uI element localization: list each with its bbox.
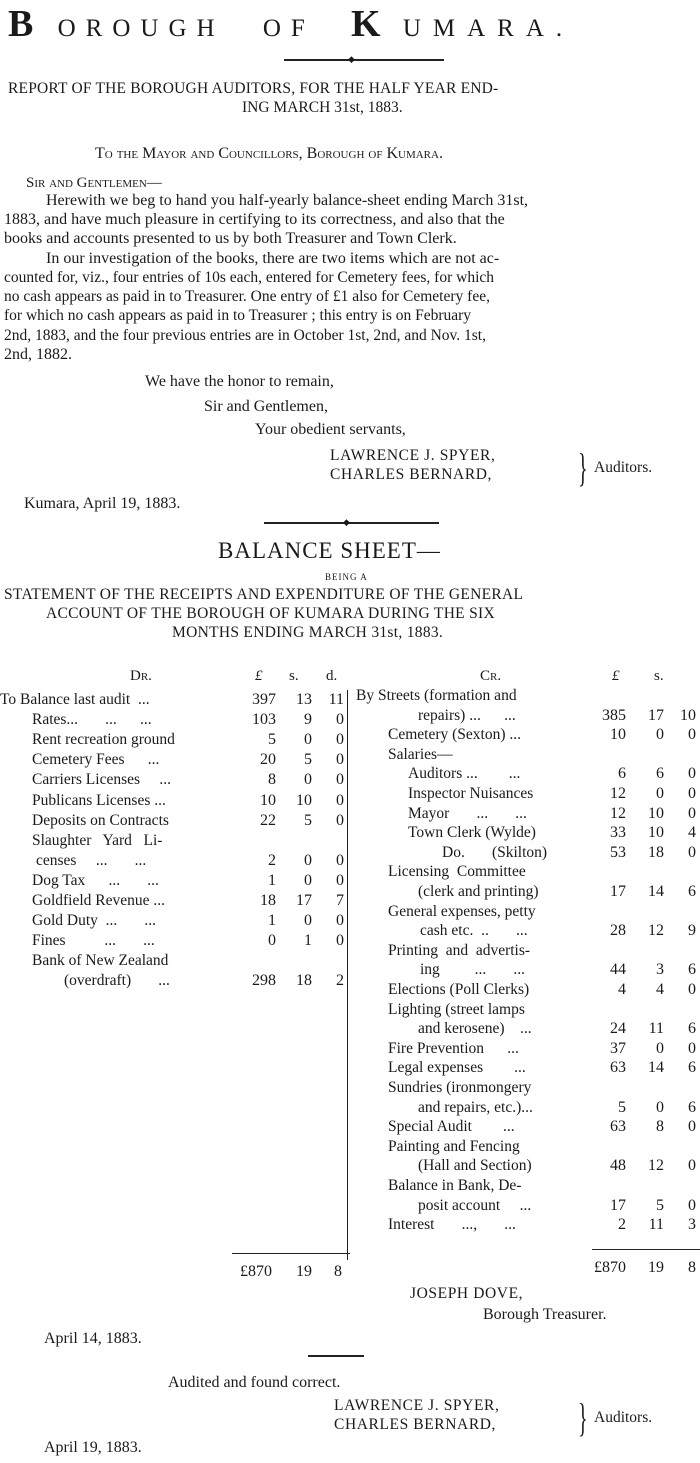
cr-pence: 0 xyxy=(688,1196,696,1214)
cr-pounds: 24 xyxy=(610,1020,626,1038)
dr-pence: 0 xyxy=(336,871,344,889)
addressee: To the Mayor and Councillors, Borough of Kumara. xyxy=(95,145,443,162)
cr-pounds: 17 xyxy=(610,883,626,900)
auditor-signer-2: CHARLES BERNARD, xyxy=(330,466,493,483)
dr-total-shillings: 19 xyxy=(296,1263,312,1280)
closing-line-2: Sir and Gentlemen, xyxy=(204,398,328,415)
cr-label: Elections (Poll Clerks) xyxy=(388,981,530,998)
cr-pounds: 10 xyxy=(610,726,626,744)
cr-pounds: 12 xyxy=(610,785,626,802)
cr-pounds: 2 xyxy=(618,1216,626,1234)
dr-total-rule xyxy=(232,1253,350,1254)
dr-label: Bank of New Zealand xyxy=(32,952,169,970)
cr-shillings: 5 xyxy=(656,1196,664,1214)
dr-shillings: 0 xyxy=(304,871,312,889)
dr-column-heading: Dr. xyxy=(130,668,152,684)
cr-label: Town Clerk (Wylde) xyxy=(408,824,536,842)
cr-total-pence: 8 xyxy=(688,1259,696,1276)
report-line-5: counted for, viz., four entries of 10s each, entered for Cemetery fees, for which xyxy=(4,269,495,286)
cr-pence: 6 xyxy=(688,1098,696,1116)
final-signer-1: LAWRENCE J. SPYER, xyxy=(334,1397,500,1414)
report-line-8: 2nd, 1883, and the four previous entries are in October 1st, 2nd, and Nov. 1st, xyxy=(4,327,486,344)
cr-label: repairs) ... ... xyxy=(418,706,516,724)
divider-rule xyxy=(264,522,439,524)
cr-label: By Streets (formation and xyxy=(356,687,517,704)
treasurer-date: April 14, 1883. xyxy=(44,1330,142,1347)
auditor-role: Auditors. xyxy=(594,459,653,476)
masthead xyxy=(8,2,574,46)
dr-shillings: 0 xyxy=(304,912,312,930)
cr-column-heading: Cr. xyxy=(480,668,502,684)
balance-title: BALANCE SHEET— xyxy=(218,538,441,563)
dr-shillings: 17 xyxy=(296,892,312,909)
dr-label: Rent recreation ground xyxy=(32,731,175,749)
report-place-date: Kumara, April 19, 1883. xyxy=(24,495,181,512)
cr-label: and kerosene) ... xyxy=(418,1020,532,1038)
cr-shillings: 0 xyxy=(656,1098,664,1116)
cr-label: Licensing Committee xyxy=(388,863,526,881)
cr-pence: 6 xyxy=(688,883,696,900)
dr-shillings: 5 xyxy=(304,811,312,829)
cr-label: (clerk and printing) xyxy=(418,883,539,900)
cr-label: Sundries (ironmongery xyxy=(388,1079,532,1096)
balance-sub-2: ACCOUNT OF THE BOROUGH OF KUMARA DURING THE SIX xyxy=(46,605,496,622)
dr-total-pence: 8 xyxy=(334,1263,342,1280)
dr-pence: 11 xyxy=(328,691,344,708)
report-line-4: In our investigation of the books, there are two items which are not ac- xyxy=(46,250,500,267)
cr-pence: 0 xyxy=(688,1118,696,1136)
final-auditor-role: Auditors. xyxy=(594,1409,653,1426)
cr-pence: 3 xyxy=(688,1216,696,1234)
dr-pence: 0 xyxy=(336,811,344,829)
cr-pence: 6 xyxy=(688,1020,696,1038)
divider-rule xyxy=(284,59,444,61)
cr-total-rule xyxy=(592,1249,700,1250)
cr-shillings: 12 xyxy=(648,922,664,940)
cr-pence: 0 xyxy=(688,843,696,861)
dr-pence: 0 xyxy=(336,711,344,729)
cr-shillings: 0 xyxy=(656,1039,664,1057)
cr-shillings: 14 xyxy=(648,883,664,900)
dr-pence-heading: d. xyxy=(326,668,338,684)
cr-shillings: 6 xyxy=(656,765,664,783)
cr-shilling-heading: s. xyxy=(654,668,664,684)
dr-shillings: 0 xyxy=(304,771,312,789)
balance-being: BEING A xyxy=(325,572,368,582)
dr-pence: 0 xyxy=(336,731,344,749)
cr-label: General expenses, petty xyxy=(388,902,536,920)
dr-shillings: 1 xyxy=(304,932,312,950)
dr-shillings: 13 xyxy=(296,691,312,708)
report-line-7: for which no cash appears as paid in to Treasurer ; this entry is on February xyxy=(4,307,472,324)
cr-label: (Hall and Section) xyxy=(418,1157,532,1175)
cr-pence: 10 xyxy=(680,706,696,724)
dr-label: Goldfield Revenue ... xyxy=(32,892,166,909)
brace-icon: } xyxy=(578,1395,588,1440)
closing-line-3: Your obedient servants, xyxy=(255,421,406,438)
dr-label: censes ... ... xyxy=(36,851,147,869)
dr-label: Cemetery Fees ... xyxy=(32,751,160,769)
dr-label: Carriers Licenses ... xyxy=(32,771,172,789)
treasurer-title: Borough Treasurer. xyxy=(483,1306,607,1323)
cr-pence: 0 xyxy=(688,981,696,998)
dr-pence: 0 xyxy=(336,791,344,809)
cr-total-pounds: £870 xyxy=(594,1259,626,1276)
audited-statement: Audited and found correct. xyxy=(168,1374,341,1391)
dr-pounds: 20 xyxy=(260,751,276,769)
dr-pounds: 10 xyxy=(260,791,276,809)
dr-label: Publicans Licenses ... xyxy=(32,791,166,809)
cr-pence: 0 xyxy=(688,804,696,822)
treasurer-name: JOSEPH DOVE, xyxy=(410,1285,524,1302)
cr-pounds: 17 xyxy=(610,1196,626,1214)
cr-pounds: 53 xyxy=(610,843,626,861)
cr-shillings: 0 xyxy=(656,726,664,744)
cr-pence: 0 xyxy=(688,765,696,783)
column-separator xyxy=(347,690,348,1260)
dr-shillings: 18 xyxy=(296,972,312,990)
dr-shillings: 10 xyxy=(296,791,312,809)
report-heading-line2: ING MARCH 31st, 1883. xyxy=(242,99,403,116)
dr-pence: 2 xyxy=(336,972,344,990)
dr-label: Gold Duty ... ... xyxy=(32,912,156,930)
balance-sub-1: STATEMENT OF THE RECEIPTS AND EXPENDITURE OF THE GENERAL xyxy=(4,586,524,603)
cr-total-shillings: 19 xyxy=(648,1259,664,1276)
cr-label: ing ... ... xyxy=(420,961,526,979)
cr-label: Lighting (street lamps xyxy=(388,1000,525,1018)
dr-pounds: 18 xyxy=(260,892,276,909)
cr-label: Legal expenses ... xyxy=(388,1059,526,1077)
report-line-6: no cash appears as paid in to Treasurer. One entry of £1 also for Cemetery fee, xyxy=(4,288,490,305)
dr-pence: 0 xyxy=(336,851,344,869)
dr-shillings: 9 xyxy=(304,711,312,729)
cr-pounds: 5 xyxy=(618,1098,626,1116)
dr-pence: 0 xyxy=(336,912,344,930)
dr-label: Dog Tax ... ... xyxy=(32,871,159,889)
dr-pence: 0 xyxy=(336,932,344,950)
cr-pence: 0 xyxy=(688,726,696,744)
dr-pounds: 5 xyxy=(268,731,276,749)
dr-shillings: 5 xyxy=(304,751,312,769)
cr-pounds: 6 xyxy=(618,765,626,783)
divider-diamond: ◆ xyxy=(348,54,355,64)
cr-shillings: 0 xyxy=(656,785,664,802)
dr-label: Deposits on Contracts xyxy=(32,811,169,829)
cr-pound-heading: £ xyxy=(612,668,620,684)
report-line-3: books and accounts presented to us by both Treasurer and Town Clerk. xyxy=(4,230,457,247)
cr-pence: 6 xyxy=(688,1059,696,1077)
divider-diamond: ◆ xyxy=(343,517,350,527)
cr-shillings: 10 xyxy=(648,804,664,822)
dr-shillings: 0 xyxy=(304,731,312,749)
report-heading-line1: REPORT OF THE BOROUGH AUDITORS, FOR THE HALF YEAR END- xyxy=(8,80,499,97)
cr-pounds: 12 xyxy=(610,804,626,822)
cr-shillings: 17 xyxy=(648,706,664,724)
dr-pounds: 22 xyxy=(260,811,276,829)
dr-pounds: 298 xyxy=(252,972,276,990)
masthead-word-borough: OROUGH xyxy=(57,15,225,42)
final-date: April 19, 1883. xyxy=(44,1439,142,1456)
dr-label: To Balance last audit ... xyxy=(0,691,150,708)
cr-shillings: 12 xyxy=(648,1157,664,1175)
cr-shillings: 11 xyxy=(648,1216,664,1234)
cr-pounds: 4 xyxy=(618,981,626,998)
cr-pence: 0 xyxy=(688,1039,696,1057)
dr-label: (overdraft) ... xyxy=(64,972,170,990)
cr-label: Interest ..., ... xyxy=(388,1216,516,1234)
dr-total-pounds: £870 xyxy=(240,1263,272,1280)
dr-label: Fines ... ... xyxy=(32,932,155,950)
cr-label: Mayor ... ... xyxy=(408,804,527,822)
report-line-9: 2nd, 1882. xyxy=(4,346,72,363)
cr-pounds: 63 xyxy=(610,1059,626,1077)
dr-pence: 0 xyxy=(336,751,344,769)
brace-icon: } xyxy=(578,445,588,490)
dr-pounds: 1 xyxy=(268,871,276,889)
salutation: Sir and Gentlemen— xyxy=(26,175,162,191)
dr-pence: 7 xyxy=(336,892,344,909)
cr-shillings: 4 xyxy=(656,981,664,998)
cr-pounds: 28 xyxy=(610,922,626,940)
cr-label: cash etc. .. ... xyxy=(420,922,528,940)
cr-pounds: 48 xyxy=(610,1157,626,1175)
cr-pounds: 44 xyxy=(610,961,626,979)
cr-pounds: 33 xyxy=(610,824,626,842)
cr-shillings: 10 xyxy=(648,824,664,842)
balance-sub-3: MONTHS ENDING MARCH 31st, 1883. xyxy=(172,624,444,641)
cr-pence: 9 xyxy=(688,922,696,940)
dr-pound-heading: £ xyxy=(255,668,263,684)
cr-label: Painting and Fencing xyxy=(388,1137,520,1155)
cr-pence: 0 xyxy=(688,785,696,802)
dr-pounds: 397 xyxy=(252,691,276,708)
report-line-1: Herewith we beg to hand you half-yearly balance-sheet ending March 31st, xyxy=(46,192,529,209)
closing-line-1: We have the honor to remain, xyxy=(145,373,334,390)
dr-label: Rates... ... ... xyxy=(32,711,152,729)
dr-pounds: 2 xyxy=(268,851,276,869)
divider-rule xyxy=(308,1355,364,1357)
dr-pounds: 103 xyxy=(252,711,276,729)
cr-label: and repairs, etc.)... xyxy=(418,1098,533,1116)
cr-shillings: 3 xyxy=(656,961,664,979)
final-signer-2: CHARLES BERNARD, xyxy=(334,1416,497,1433)
masthead-word-kumara: UMARA. xyxy=(402,15,575,42)
masthead-word-of: OF xyxy=(262,15,315,42)
auditor-signer-1: LAWRENCE J. SPYER, xyxy=(330,447,496,464)
cr-label: Special Audit ... xyxy=(388,1118,515,1136)
cr-pounds: 63 xyxy=(610,1118,626,1136)
cr-shillings: 18 xyxy=(648,843,664,861)
cr-pence: 0 xyxy=(688,1157,696,1175)
cr-label: Fire Prevention ... xyxy=(388,1039,519,1057)
cr-pence: 4 xyxy=(688,824,696,842)
cr-pounds: 385 xyxy=(602,706,626,724)
dr-pounds: 8 xyxy=(268,771,276,789)
dr-pounds: 1 xyxy=(268,912,276,930)
dr-shillings: 0 xyxy=(304,851,312,869)
masthead-initial-k: K xyxy=(351,3,381,45)
cr-pounds: 37 xyxy=(610,1039,626,1057)
dr-pence: 0 xyxy=(336,771,344,789)
dr-shilling-heading: s. xyxy=(289,668,299,684)
cr-shillings: 8 xyxy=(656,1118,664,1136)
cr-pence: 6 xyxy=(688,961,696,979)
report-line-2: 1883, and have much pleasure in certifying to its correctness, and also that the xyxy=(4,211,505,228)
cr-label: posit account ... xyxy=(418,1196,532,1214)
cr-label: Balance in Bank, De- xyxy=(388,1177,522,1194)
cr-shillings: 11 xyxy=(648,1020,664,1038)
cr-label: Do. (Skilton) xyxy=(442,843,548,861)
cr-label: Cemetery (Sexton) ... xyxy=(388,726,522,744)
cr-shillings: 14 xyxy=(648,1059,664,1077)
dr-pounds: 0 xyxy=(268,932,276,950)
cr-label: Salaries— xyxy=(388,745,453,763)
cr-label: Inspector Nuisances xyxy=(408,785,534,802)
cr-label: Printing and advertis- xyxy=(388,941,531,959)
masthead-initial-b: B xyxy=(8,3,34,45)
cr-label: Auditors ... ... xyxy=(408,765,521,783)
dr-label: Slaughter Yard Li- xyxy=(32,831,163,849)
